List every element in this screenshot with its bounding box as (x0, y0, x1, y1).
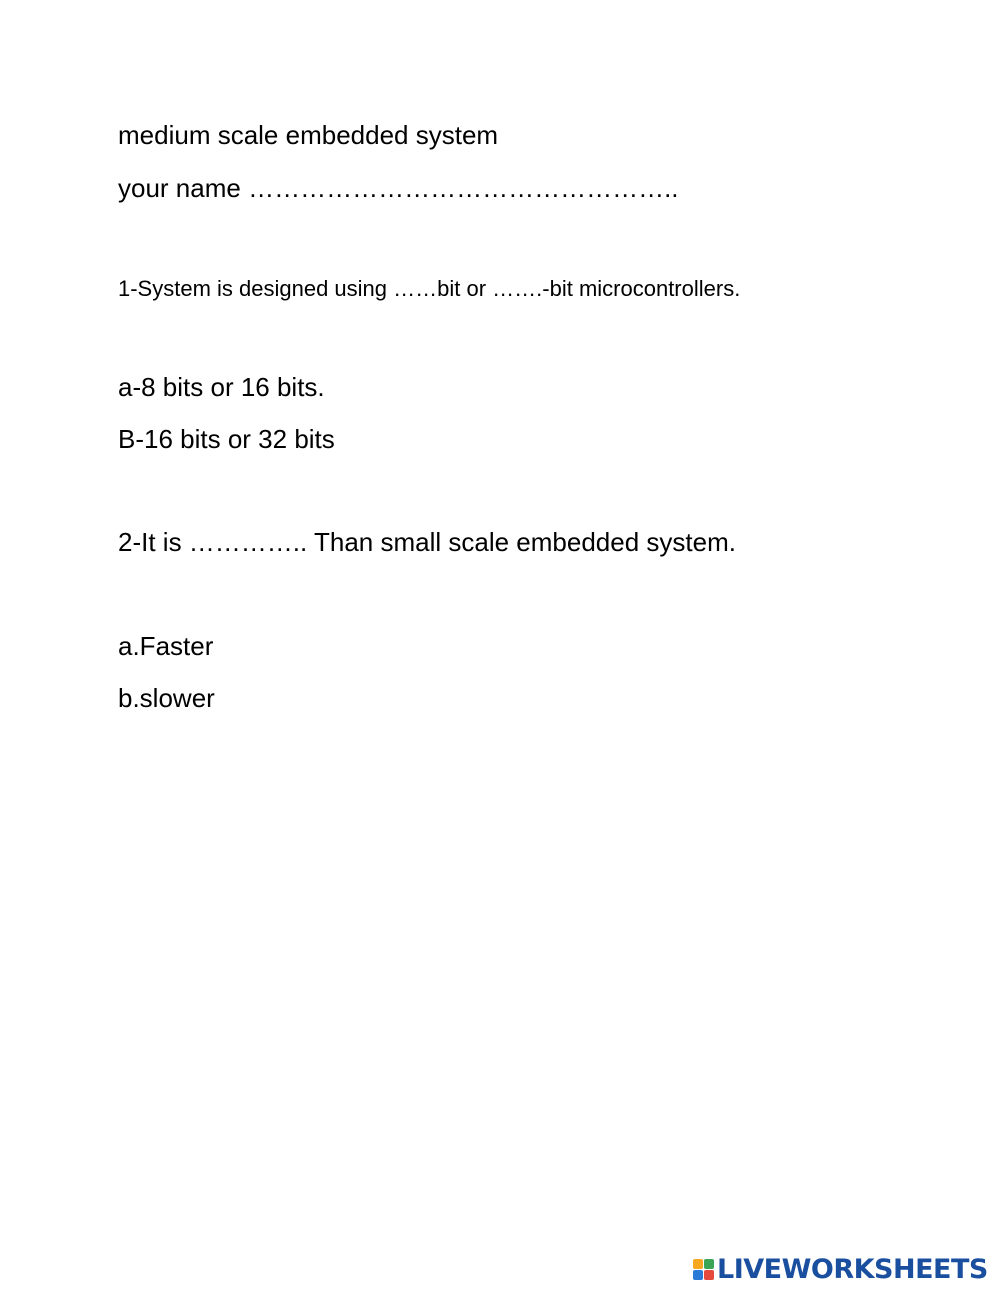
question-1-option-b[interactable]: B-16 bits or 32 bits (118, 424, 335, 454)
liveworksheets-mark-icon (693, 1259, 714, 1280)
question-1: 1-System is designed using ……bit or …….-bit microcontrollers. (118, 276, 741, 301)
logo-square-icon (693, 1270, 703, 1280)
liveworksheets-wordmark: LIVEWORKSHEETS (717, 1253, 988, 1285)
question-2: 2-It is ………….. Than small scale embedded system. (118, 527, 736, 557)
logo-square-icon (693, 1259, 703, 1269)
worksheet-title: medium scale embedded system (118, 120, 499, 150)
logo-square-icon (704, 1259, 714, 1269)
logo-square-icon (704, 1270, 714, 1280)
name-field-line[interactable]: your name ………………………………………….. (118, 173, 679, 203)
question-1-option-a[interactable]: a-8 bits or 16 bits. (118, 372, 325, 402)
liveworksheets-logo (693, 1254, 988, 1284)
question-2-option-b[interactable]: b.slower (118, 683, 215, 713)
question-2-option-a[interactable]: a.Faster (118, 631, 214, 661)
